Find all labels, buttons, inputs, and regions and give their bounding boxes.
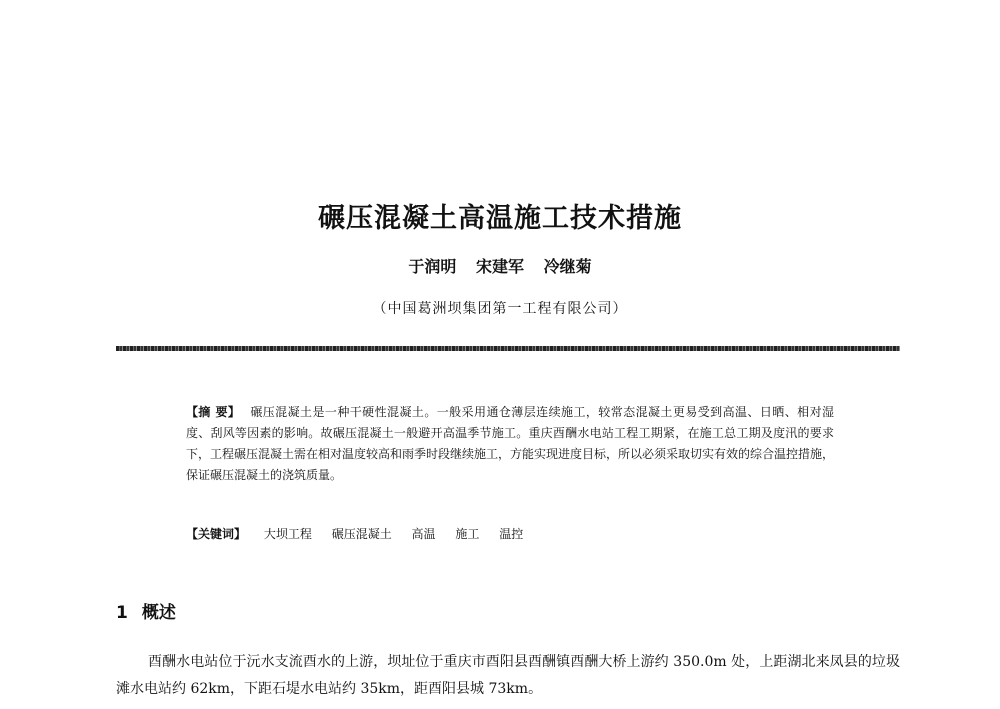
body-paragraph: 酉酬水电站位于沅水支流酉水的上游，坝址位于重庆市酉阳县酉酬镇酉酬大桥上游约 350.0m 处，上距湖北来凤县的垃圾滩水电站约 62km，下距石堤水电站约 35km，距酉阳县城 73km。 — [116, 654, 900, 697]
keyword: 碾压混凝土 — [331, 527, 392, 541]
keyword: 高温 — [411, 527, 436, 541]
abstract — [186, 402, 834, 486]
keywords — [186, 524, 539, 545]
keyword: 施工 — [455, 527, 480, 541]
section-number: 1 — [116, 603, 128, 623]
paper-title: 碾压混凝土高温施工技术措施 — [318, 203, 682, 234]
keywords-label: 【关键词】 — [186, 527, 247, 541]
abstract-label: 【摘 要】 — [186, 405, 241, 419]
authors: 于润明 宋建军 冷继菊 — [408, 257, 592, 276]
keyword: 大坝工程 — [263, 527, 312, 541]
section-heading — [116, 598, 176, 623]
abstract-text: 碾压混凝土是一种干硬性混凝土。一般采用通仓薄层连续施工，较常态混凝土更易受到高温、日晒、相对湿度、刮风等因素的影响。故碾压混凝土一般避开高温季节施工。重庆酉酬水电站工程工期紧，在施工总工期及度汛的要求下，工程碾压混凝土需在相对温度较高和雨季时段继续施工，方能实现进度目标，所以必须采取切实有效的综合温控措施，保证碾压混凝土的浇筑质量。 — [186, 405, 835, 482]
affiliation: （中国葛洲坝集团第一工程有限公司） — [372, 301, 628, 317]
keyword: 温控 — [499, 527, 524, 541]
header-divider — [116, 346, 900, 351]
section-title: 概述 — [141, 603, 176, 623]
